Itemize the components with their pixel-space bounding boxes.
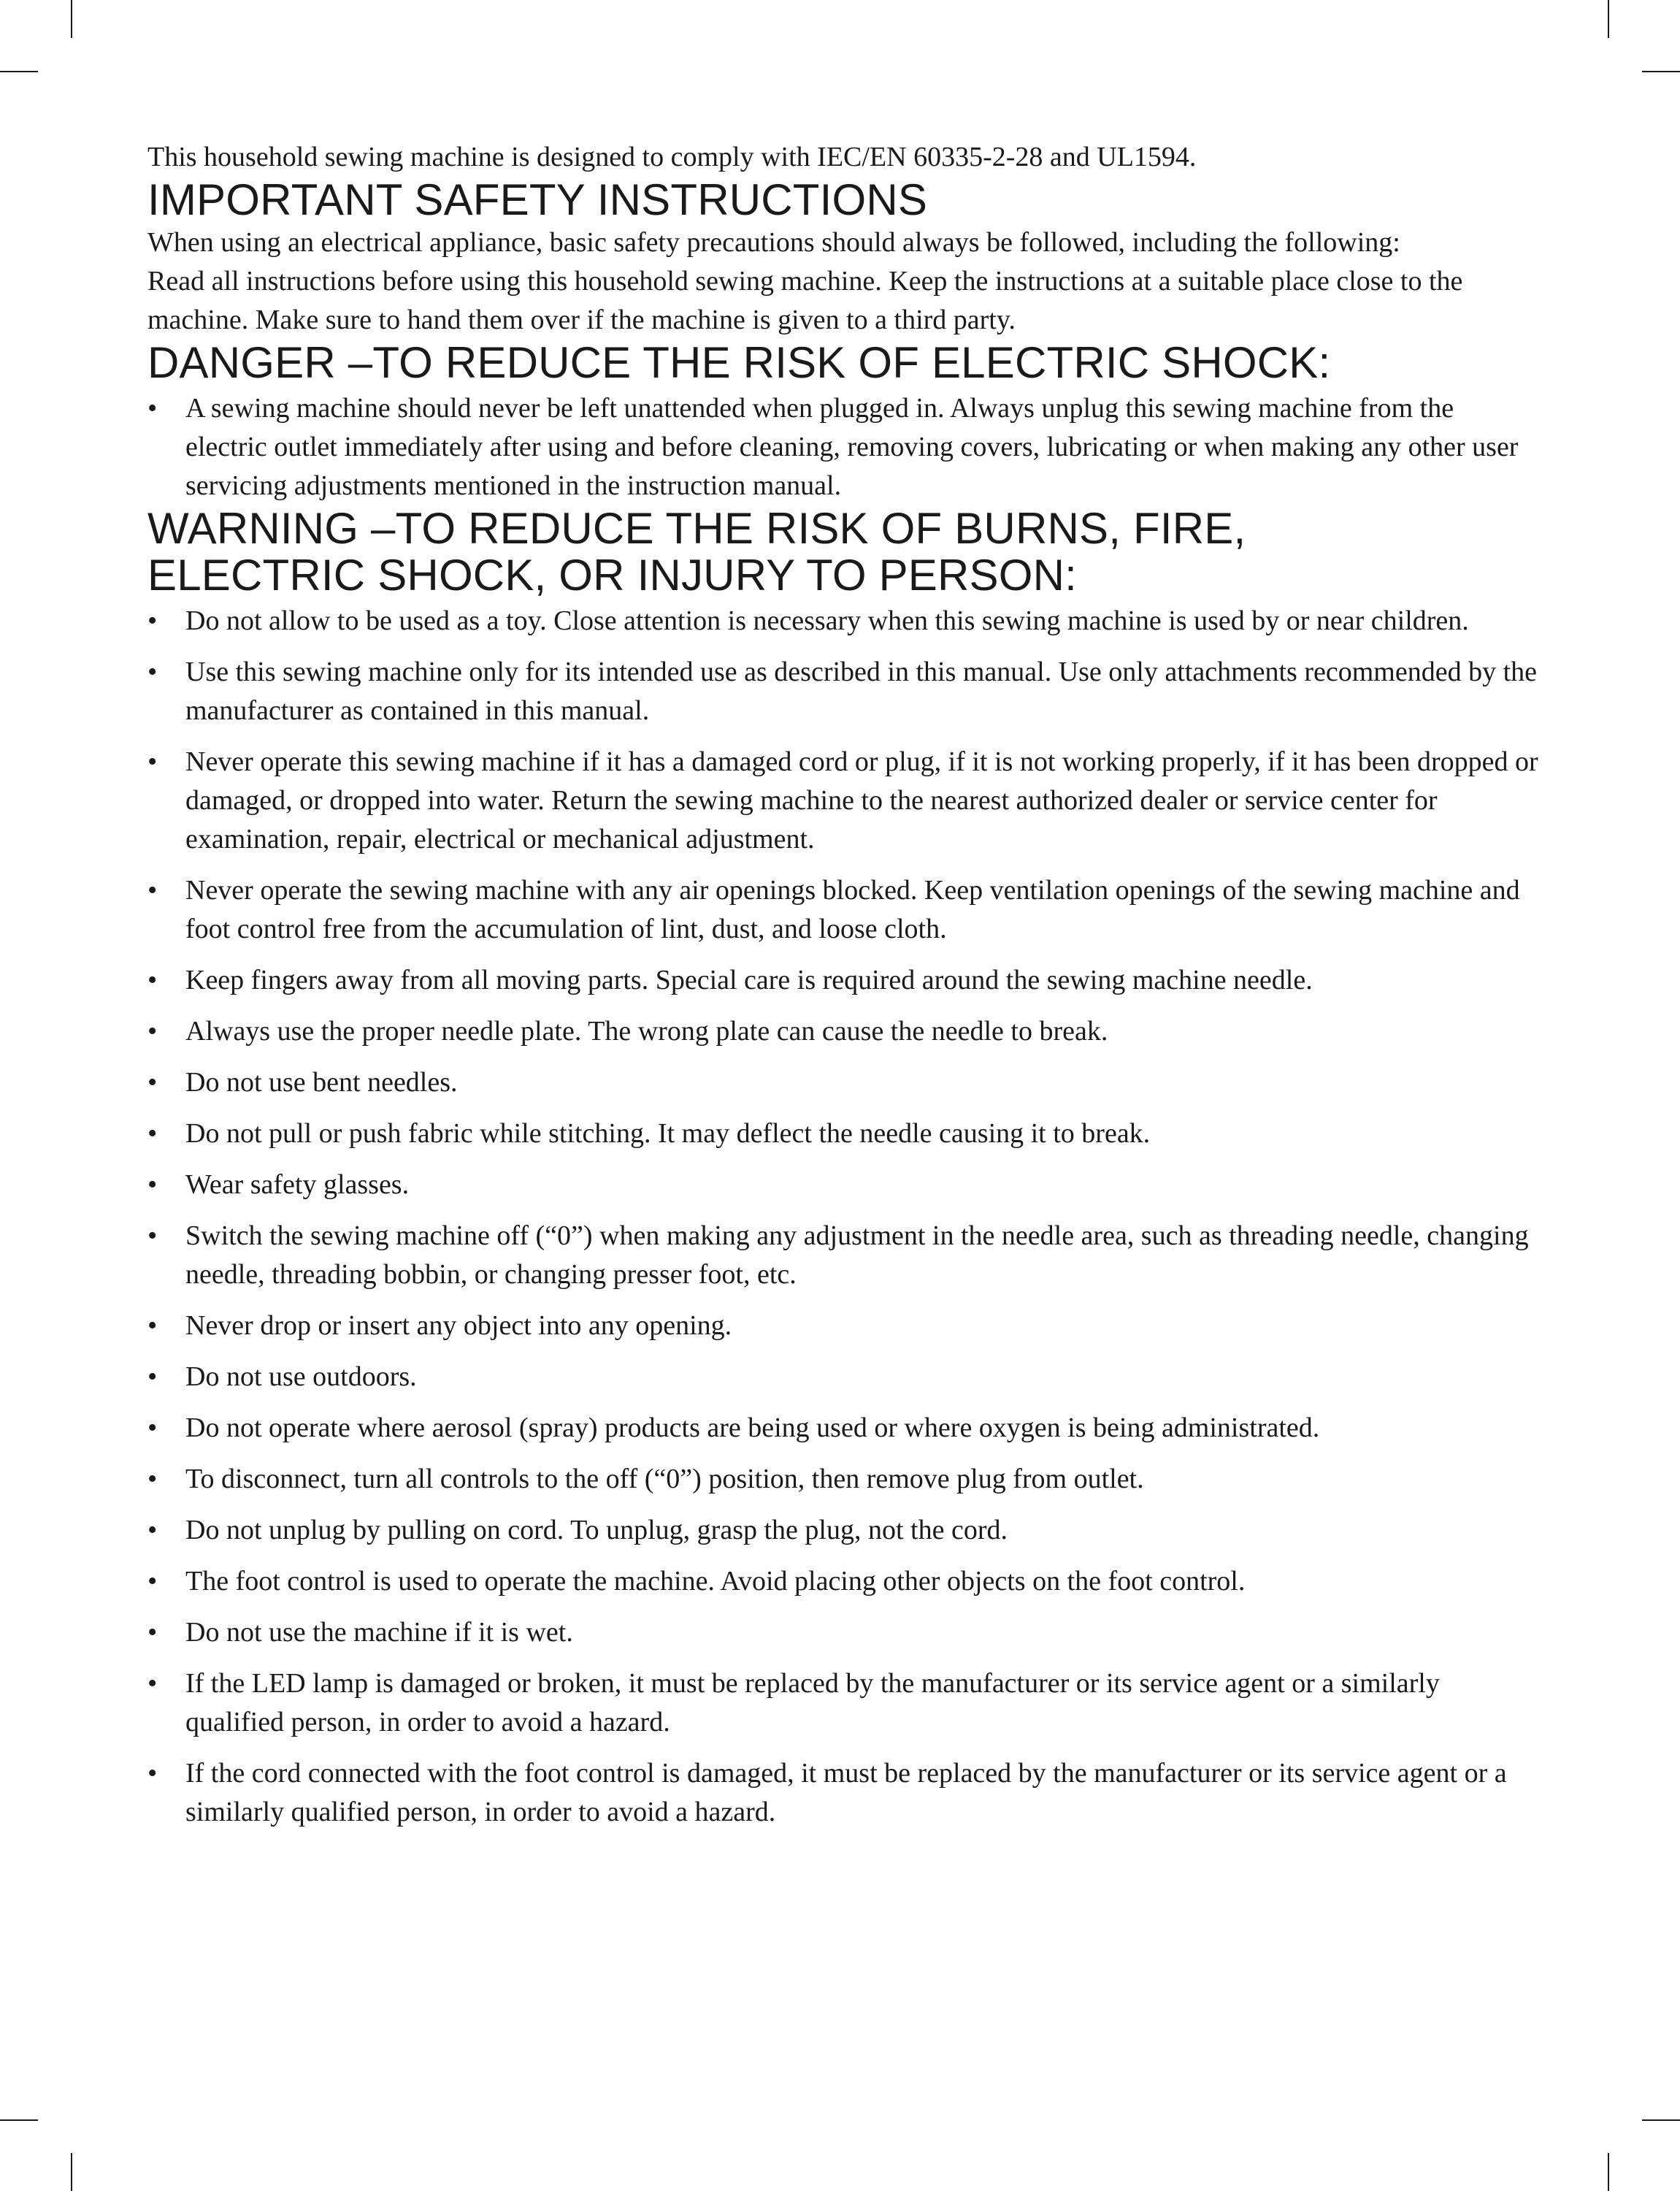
bullet-icon: • <box>147 1361 158 1392</box>
bullet-icon: • <box>147 875 158 906</box>
bullet-icon: • <box>147 1566 158 1597</box>
precautions-paragraph: When using an electrical appliance, basic safety precautions should always be followed, including the following: <box>147 227 1400 258</box>
warning-heading-line2: ELECTRIC SHOCK, OR INJURY TO PERSON: <box>147 551 1078 600</box>
danger-heading: DANGER –TO REDUCE THE RISK OF ELECTRIC SHOCK: <box>147 338 1331 387</box>
list-item-text: If the cord connected with the foot control is damaged, it must be replaced by the manufacturer or its service agent or a similarly qualified person, in order to avoid a hazard. <box>185 1758 1507 1827</box>
crop-mark <box>71 2153 72 2191</box>
list-item-text: A sewing machine should never be left unattended when plugged in. Always unplug this sewing machine from the electric outlet immediately after using and before cleaning, removing covers, lubricating or when making any other user servicing adjustments mentioned in the instruction manual. <box>185 393 1519 501</box>
bullet-icon: • <box>147 1016 158 1047</box>
list-item <box>147 1307 1538 1345</box>
warning-list <box>147 602 1538 1832</box>
list-item-text: Always use the proper needle plate. The wrong plate can cause the needle to break. <box>185 1016 1108 1047</box>
bullet-icon: • <box>147 1758 158 1789</box>
important-safety-heading: IMPORTANT SAFETY INSTRUCTIONS <box>147 175 928 224</box>
manual-page <box>147 137 1538 1832</box>
list-item-text: To disconnect, turn all controls to the off (“0”) position, then remove plug from outlet. <box>185 1464 1144 1494</box>
crop-mark <box>0 2119 38 2121</box>
list-item <box>147 1511 1538 1550</box>
bullet-icon: • <box>147 1412 158 1443</box>
list-item-text: Use this sewing machine only for its intended use as described in this manual. Use only attachments recommended by the manufacturer as contained in this manual. <box>185 657 1537 726</box>
list-item-text: Never operate this sewing machine if it has a damaged cord or plug, if it is not working properly, if it has been dropped or damaged, or dropped into water. Return the sewing machine to the nearest authorized dealer or service center for examination, repair, electrical or mechanical adjustment. <box>185 746 1538 854</box>
list-item-text: Do not use outdoors. <box>185 1361 417 1392</box>
bullet-icon: • <box>147 1515 158 1545</box>
list-item-text: Wear safety glasses. <box>185 1169 410 1200</box>
list-item <box>147 653 1538 730</box>
warning-heading <box>147 505 1538 599</box>
bullet-icon: • <box>147 605 158 636</box>
bullet-icon: • <box>147 965 158 995</box>
compliance-statement: This household sewing machine is designed to comply with IEC/EN 60335-2-28 and UL1594. <box>147 142 1197 172</box>
list-item-text: If the LED lamp is damaged or broken, it must be replaced by the manufacturer or its service agent or a similarly qualified person, in order to avoid a hazard. <box>185 1668 1440 1737</box>
list-item <box>147 389 1538 505</box>
list-item <box>147 1063 1538 1102</box>
list-item-text: Never drop or insert any object into any opening. <box>185 1310 732 1341</box>
crop-mark <box>1608 2153 1609 2191</box>
danger-list <box>147 389 1538 505</box>
list-item-text: Switch the sewing machine off (“0”) when making any adjustment in the needle area, such as threading needle, changing needle, threading bobbin, or changing presser foot, etc. <box>185 1220 1529 1290</box>
bullet-icon: • <box>147 746 158 777</box>
crop-mark <box>1608 0 1609 38</box>
list-item <box>147 1664 1538 1742</box>
crop-mark <box>0 71 38 72</box>
bullet-icon: • <box>147 1668 158 1699</box>
list-item <box>147 602 1538 641</box>
list-item <box>147 1166 1538 1204</box>
list-item-text: Do not use the machine if it is wet. <box>185 1617 573 1648</box>
list-item <box>147 1358 1538 1396</box>
bullet-icon: • <box>147 1617 158 1648</box>
list-item-text: The foot control is used to operate the machine. Avoid placing other objects on the foot control. <box>185 1566 1246 1597</box>
bullet-icon: • <box>147 657 158 687</box>
list-item <box>147 1460 1538 1499</box>
list-item-text: Do not operate where aerosol (spray) products are being used or where oxygen is being administrated. <box>185 1412 1320 1443</box>
list-item <box>147 1012 1538 1051</box>
read-instructions-paragraph: Read all instructions before using this household sewing machine. Keep the instructions at a suitable place close to the machine. Make sure to hand them over if the machine is given to a third party. <box>147 266 1463 335</box>
crop-mark <box>71 0 72 38</box>
list-item <box>147 1217 1538 1294</box>
crop-mark <box>1642 71 1680 72</box>
bullet-icon: • <box>147 1310 158 1341</box>
bullet-icon: • <box>147 1118 158 1149</box>
list-item <box>147 871 1538 949</box>
list-item <box>147 1562 1538 1601</box>
warning-heading-line1: WARNING –TO REDUCE THE RISK OF BURNS, FIRE, <box>147 504 1246 553</box>
list-item-text: Do not unplug by pulling on cord. To unplug, grasp the plug, not the cord. <box>185 1515 1008 1545</box>
list-item-text: Never operate the sewing machine with any air openings blocked. Keep ventilation openings of the sewing machine and foot control free from the accumulation of lint, dust, and loose cloth. <box>185 875 1520 944</box>
list-item <box>147 1409 1538 1448</box>
list-item <box>147 1613 1538 1652</box>
bullet-icon: • <box>147 1464 158 1494</box>
list-item-text: Do not allow to be used as a toy. Close attention is necessary when this sewing machine is used by or near children. <box>185 605 1469 636</box>
crop-mark <box>1642 2119 1680 2121</box>
list-item-text: Keep fingers away from all moving parts. Special care is required around the sewing machine needle. <box>185 965 1313 995</box>
list-item-text: Do not use bent needles. <box>185 1067 458 1098</box>
list-item-text: Do not pull or push fabric while stitching. It may deflect the needle causing it to break. <box>185 1118 1151 1149</box>
bullet-icon: • <box>147 1220 158 1251</box>
list-item <box>147 743 1538 859</box>
bullet-icon: • <box>147 393 158 424</box>
bullet-icon: • <box>147 1067 158 1098</box>
list-item <box>147 1754 1538 1832</box>
list-item <box>147 1114 1538 1153</box>
bullet-icon: • <box>147 1169 158 1200</box>
list-item <box>147 961 1538 1000</box>
